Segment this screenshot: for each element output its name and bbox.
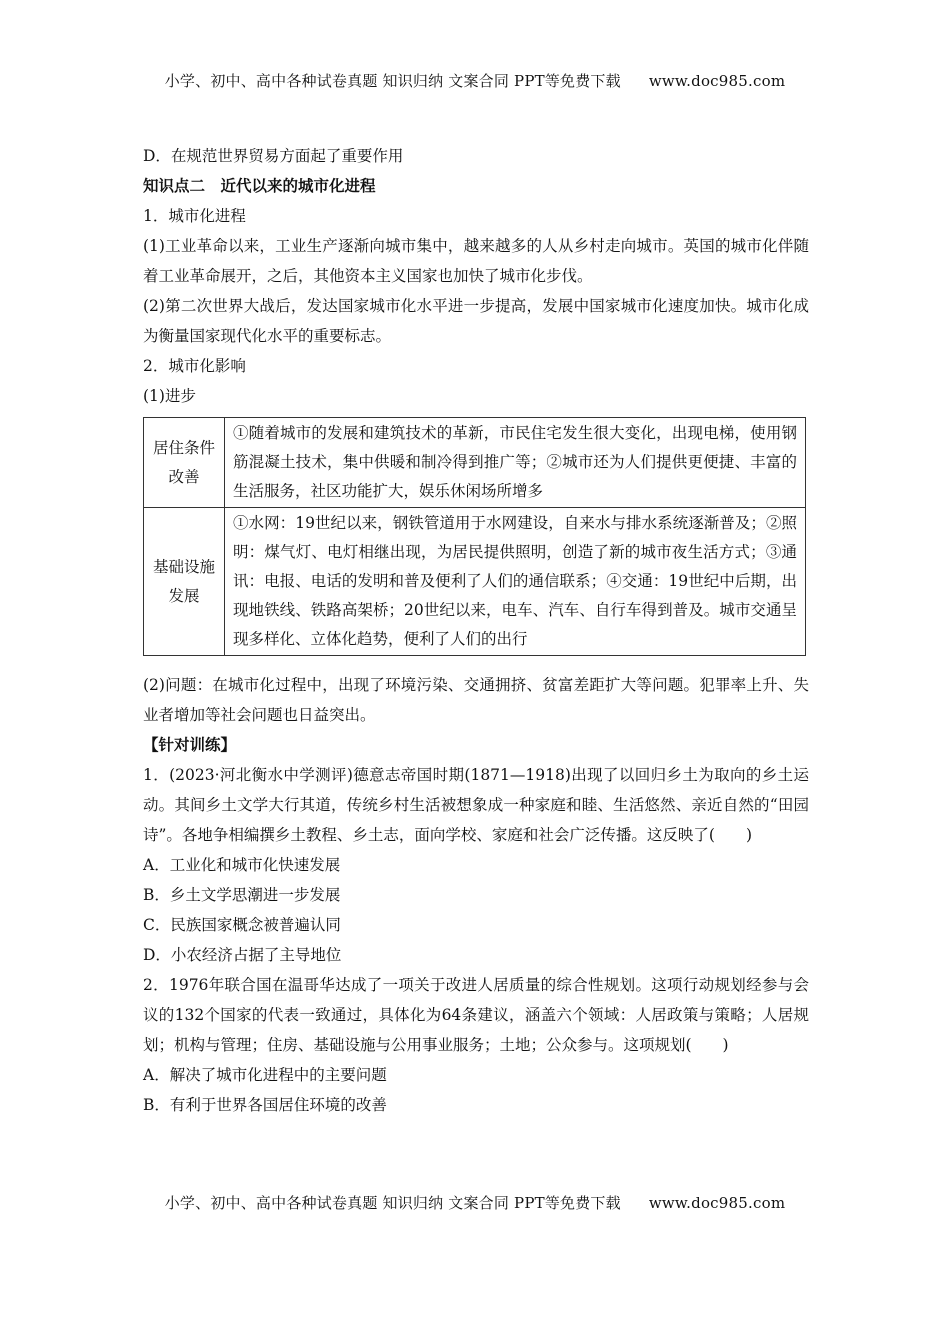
- row-text-infrastructure: ①水网：19世纪以来，钢铁管道用于水网建设，自来水与排水系统逐渐普及；②照明：煤气灯、电灯相继出现，为居民提供照明，创造了新的城市夜生活方式；③通讯：电报、电话的发明和普及便利了人们的通信联系；④交通：19世纪中后期，出现地铁线、铁路高架桥；20世纪以来，电车、汽车、自行车得到普及。城市交通呈现多样化、立体化趋势，便利了人们的出行: [225, 508, 806, 656]
- question-2-option-a[interactable]: A．解决了城市化进程中的主要问题: [143, 1066, 387, 1084]
- table-row: [144, 418, 806, 508]
- question-2-option-b[interactable]: B．有利于世界各国居住环境的改善: [143, 1096, 387, 1114]
- question-2-stem: 2．1976年联合国在温哥华达成了一项关于改进人居质量的综合性规划。这项行动规划经参与会议的132个国家的代表一致通过，具体化为64条建议，涵盖六个领域：人居政策与策略；人居规划；机构与管理；住房、基础设施与公用事业服务；土地；公众参与。这项规划( ): [143, 976, 809, 1054]
- section-1-title: 1．城市化进程: [143, 207, 246, 225]
- section-2-paragraph-problems: (2)问题：在城市化过程中，出现了环境污染、交通拥挤、贫富差距扩大等问题。犯罪率上升、失业者增加等社会问题也日益突出。: [143, 676, 809, 724]
- previous-option-d: D．在规范世界贸易方面起了重要作用: [143, 147, 404, 165]
- header-site[interactable]: www.doc985.com: [648, 72, 786, 90]
- section-1-paragraph-2: (2)第二次世界大战后，发达国家城市化水平进一步提高，发展中国家城市化速度加快。城市化成为衡量国家现代化水平的重要标志。: [143, 297, 809, 345]
- knowledge-point-title: 知识点二 近代以来的城市化进程: [143, 176, 376, 195]
- section-1-paragraph-1: (1)工业革命以来，工业生产逐渐向城市集中，越来越多的人从乡村走向城市。英国的城市化伴随着工业革命展开，之后，其他资本主义国家也加快了城市化步伐。: [143, 237, 809, 285]
- question-1-option-c[interactable]: C．民族国家概念被普遍认同: [143, 916, 341, 934]
- footer-site[interactable]: www.doc985.com: [648, 1194, 786, 1212]
- table-row: [144, 508, 806, 656]
- question-1-option-a[interactable]: A．工业化和城市化快速发展: [143, 856, 341, 874]
- practice-title: 【针对训练】: [143, 735, 237, 754]
- progress-table: [143, 417, 806, 656]
- header-text: 小学、初中、高中各种试卷真题 知识归纳 文案合同 PPT等免费下载: [164, 72, 621, 90]
- page-footer: [0, 1192, 950, 1213]
- row-text-housing: ①随着城市的发展和建筑技术的革新，市民住宅发生很大变化，出现电梯，使用钢筋混凝土技术，集中供暖和制冷得到推广等；②城市还为人们提供更便捷、丰富的生活服务，社区功能扩大，娱乐休闲场所增多: [225, 418, 806, 508]
- question-1-stem: 1．(2023·河北衡水中学测评)德意志帝国时期(1871—1918)出现了以回归乡土为取向的乡土运动。其间乡土文学大行其道，传统乡村生活被想象成一种家庭和睦、生活悠然、亲近自然的“田园诗”。各地争相编撰乡土教程、乡土志，面向学校、家庭和社会广泛传播。这反映了( ): [143, 766, 809, 844]
- document-body: [143, 141, 809, 1120]
- question-1-option-b[interactable]: B．乡土文学思潮进一步发展: [143, 886, 341, 904]
- section-2-title: 2．城市化影响: [143, 357, 246, 375]
- row-label-housing: 居住条件改善: [144, 418, 225, 508]
- row-label-infrastructure: 基础设施发展: [144, 508, 225, 656]
- section-2-subtitle-progress: (1)进步: [143, 387, 196, 405]
- footer-text: 小学、初中、高中各种试卷真题 知识归纳 文案合同 PPT等免费下载: [164, 1194, 621, 1212]
- page-header: [0, 70, 950, 91]
- question-1-option-d[interactable]: D．小农经济占据了主导地位: [143, 946, 342, 964]
